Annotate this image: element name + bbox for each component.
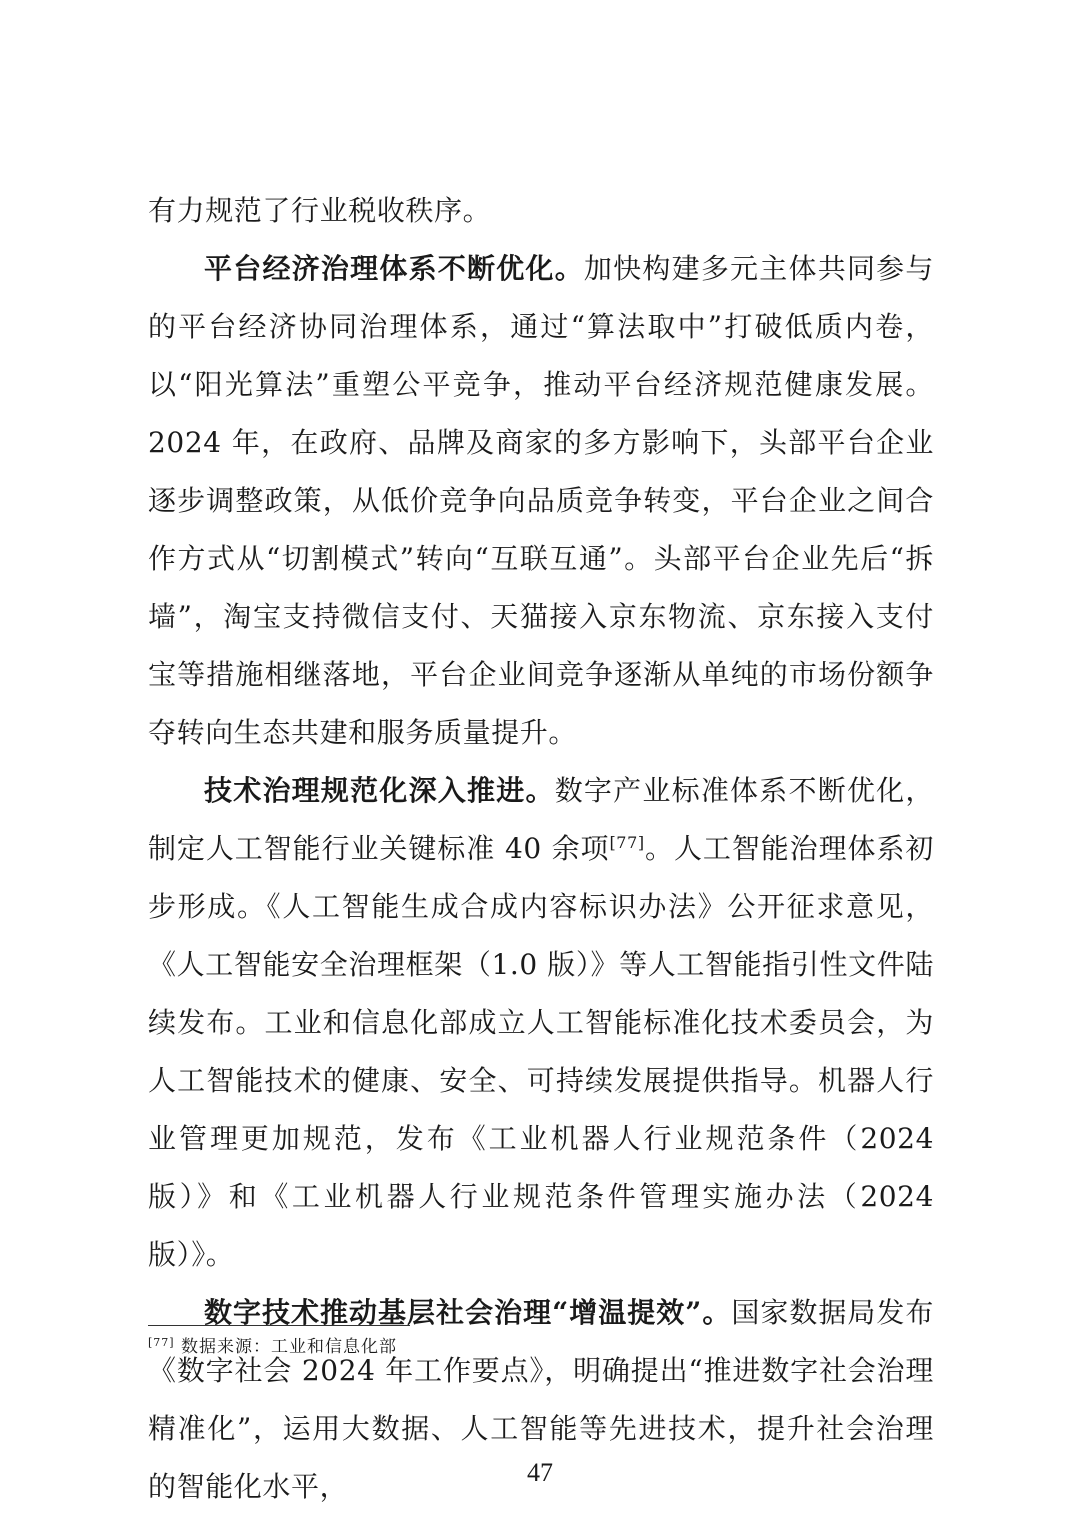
paragraph-text: 数字产业标准体系不断优化，制定人工智能行业关键标准 40 余项 (148, 774, 934, 865)
body-text (148, 182, 934, 1516)
paragraph-lead: 数字技术推动基层社会治理“增温提效”。 (204, 1296, 732, 1329)
paragraph-lead: 平台经济治理体系不断优化。 (204, 252, 584, 285)
footnote-reference: [77] (609, 833, 645, 852)
paragraph-text: 加快构建多元主体共同参与的平台经济协同治理体系，通过“算法取中”打破低质内卷，以“阳光算法”重塑公平竞争，推动平台经济规范健康发展。2024 年，在政府、品牌及商家的多方影响下，头部平台企业逐步调整政策，从低价竞争向品质竞争转变，平台企业之间合作方式从“切割模式”转向“互联互通”。头部平台企业先后“拆墙”，淘宝支持微信支付、天猫接入京东物流、京东接入支付宝等措施相继落地，平台企业间竞争逐渐从单纯的市场份额争夺转向生态共建和服务质量提升。 (148, 252, 934, 749)
page-number: 47 (527, 1458, 553, 1487)
paragraph-continuation (148, 182, 934, 240)
paragraph-tech-governance (148, 762, 934, 1284)
paragraph-text: 国家数据局发布《数字社会 2024 年工作要点》，明确提出“推进数字社会治理精准化”，运用大数据、人工智能等先进技术，提升社会治理的智能化水平， (148, 1296, 934, 1503)
paragraph-platform-governance (148, 240, 934, 762)
paragraph-lead: 技术治理规范化深入推进。 (204, 774, 555, 807)
footnote-text: 数据来源：工业和信息化部 (181, 1337, 397, 1357)
footnote-divider (148, 1325, 410, 1326)
footnote (148, 1334, 397, 1360)
paragraph-text: 有力规范了行业税收秩序。 (148, 194, 492, 227)
footnote-marker: [77] (148, 1336, 175, 1349)
paragraph-text: 。人工智能治理体系初步形成。《人工智能生成合成内容标识办法》公开征求意见，《人工智能安全治理框架（1.0 版）》等人工智能指引性文件陆续发布。工业和信息化部成立人工智能标准化技术委员会，为人工智能技术的健康、安全、可持续发展提供指导。机器人行业管理更加规范，发布《工业机器人行业规范条件（2024 版）》和《工业机器人行业规范条件管理实施办法（2024 版）》。 (148, 832, 934, 1271)
